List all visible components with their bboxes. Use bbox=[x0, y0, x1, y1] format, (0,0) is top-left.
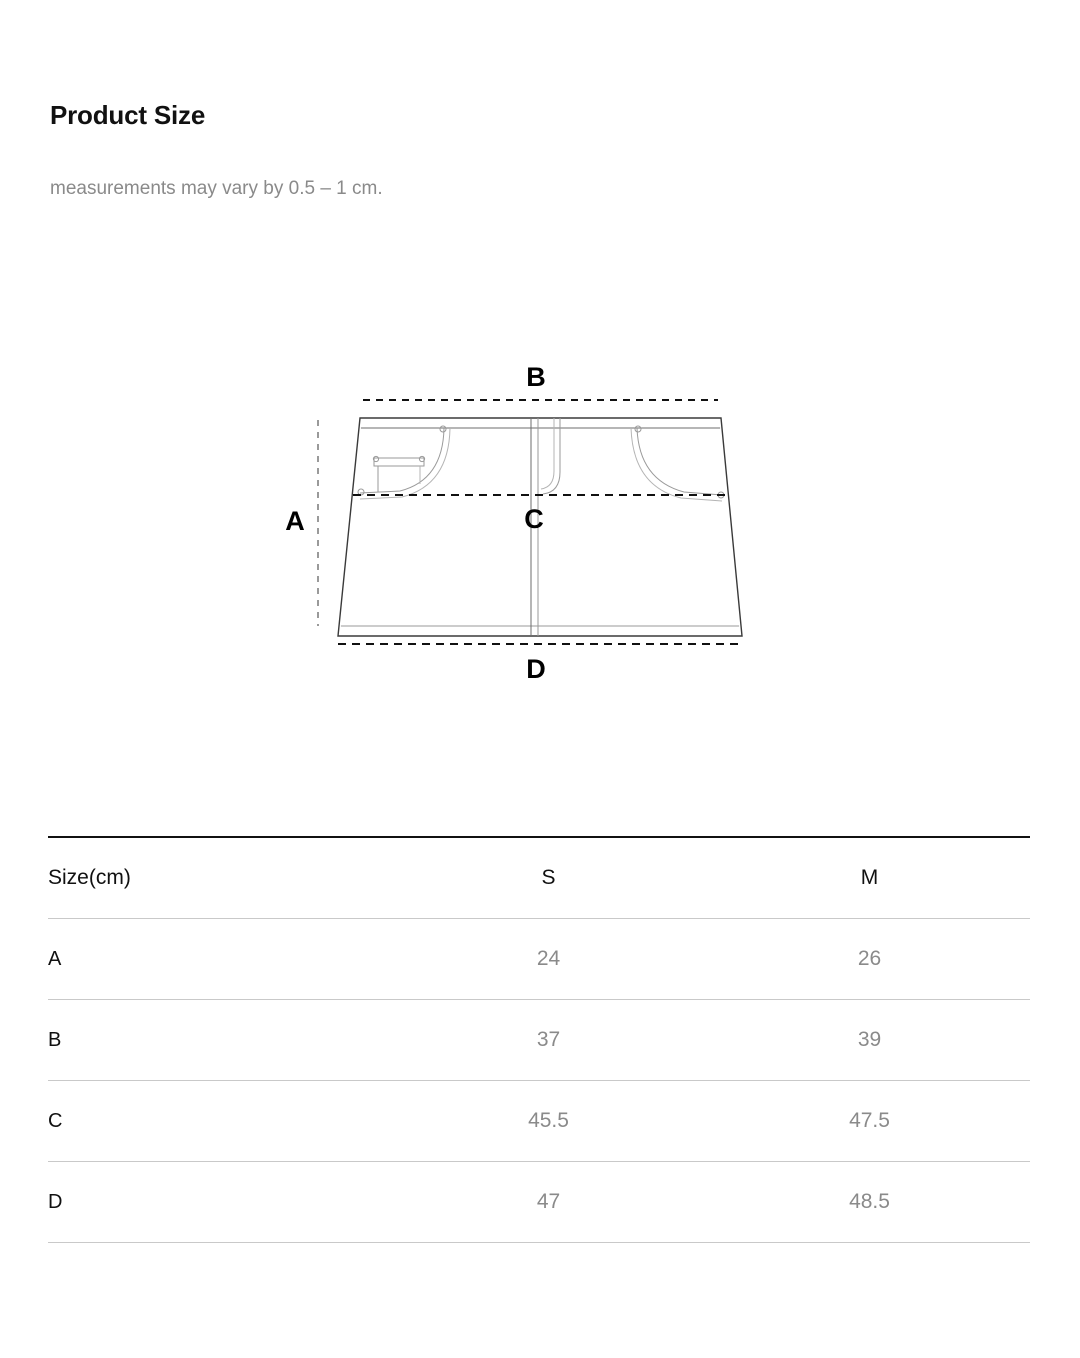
column-header-size: Size(cm) bbox=[48, 866, 131, 889]
table-row bbox=[48, 1081, 1030, 1162]
column-header-s: S bbox=[541, 866, 556, 889]
row-label-b: B bbox=[48, 1028, 62, 1051]
cell-a-m: 26 bbox=[857, 947, 882, 970]
cell-b-m: 39 bbox=[857, 1028, 882, 1051]
skirt-flat-sketch-svg bbox=[0, 340, 1080, 720]
size-diagram bbox=[0, 340, 1080, 720]
dimension-label-b: B bbox=[526, 362, 546, 392]
row-label-a: A bbox=[48, 947, 62, 970]
cell-c-s: 45.5 bbox=[528, 1109, 569, 1132]
cell-a-s: 24 bbox=[536, 947, 561, 970]
table-row bbox=[48, 1162, 1030, 1243]
table-row bbox=[48, 1000, 1030, 1081]
size-table-body bbox=[48, 919, 1030, 1243]
row-label-c: C bbox=[48, 1109, 63, 1132]
cell-b-s: 37 bbox=[536, 1028, 561, 1051]
cell-c-m: 47.5 bbox=[849, 1109, 890, 1132]
size-table-container bbox=[48, 836, 1030, 1243]
dimension-label-d: D bbox=[526, 654, 546, 684]
dimension-label-a: A bbox=[285, 506, 305, 536]
column-header-m: M bbox=[860, 866, 879, 889]
page-header bbox=[50, 98, 1030, 202]
row-label-d: D bbox=[48, 1190, 63, 1213]
dimension-label-c: C bbox=[524, 504, 544, 534]
page-title: Product Size bbox=[50, 100, 206, 130]
size-table bbox=[48, 836, 1030, 1243]
table-row bbox=[48, 919, 1030, 1000]
cell-d-s: 47 bbox=[536, 1190, 561, 1213]
measurement-disclaimer: measurements may vary by 0.5 – 1 cm. bbox=[50, 178, 383, 199]
size-table-head bbox=[48, 837, 1030, 919]
table-header-row bbox=[48, 837, 1030, 919]
cell-d-m: 48.5 bbox=[849, 1190, 890, 1213]
